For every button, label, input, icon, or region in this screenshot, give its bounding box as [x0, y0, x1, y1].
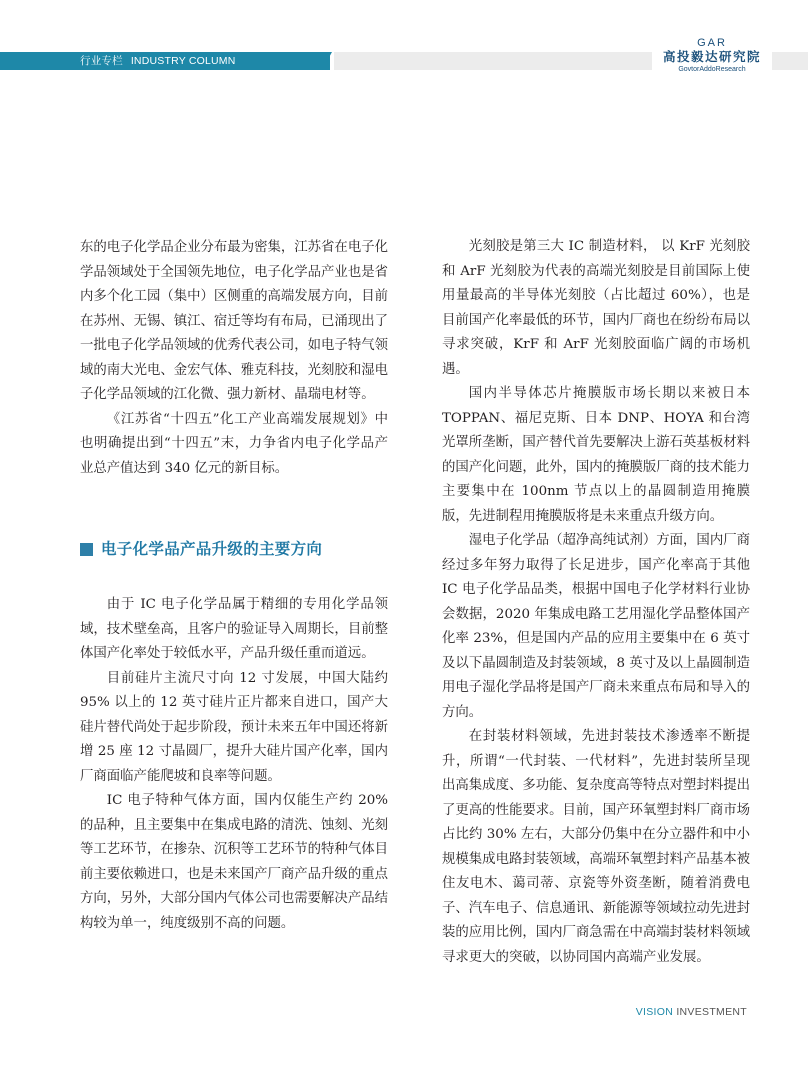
header-bar-slant	[322, 52, 332, 70]
left-paragraph-4: 目前硅片主流尺寸向 12 寸发展，中国大陆约 95% 以上的 12 英寸硅片正片都来自进口，国产大硅片替代尚处于起步阶段，预计未来五年中国还将新增 25 座 12 寸晶圆厂，提升大硅片国产化率，国内厂商面临产能爬坡和良率等问题。	[80, 670, 388, 784]
header-column-cn: 行业专栏	[80, 55, 123, 67]
left-paragraph-3: 由于 IC 电子化学品属于精细的专用化学品领域，技术壁垒高，且客户的验证导入周期长，目前整体国产化率处于较低水平，产品升级任重而道远。	[80, 597, 388, 661]
section-heading	[80, 537, 388, 561]
logo-name-en: GovtorAddoResearch	[678, 66, 746, 73]
footer-label	[636, 1006, 747, 1018]
left-column	[80, 236, 388, 936]
right-paragraph-3: 湿电子化学品（超净高纯试剂）方面，国内厂商经过多年努力取得了长足进步，国产化率高于其他 IC 电子化学品品类，根据中国电子化学材料行业协会数据，2020 年集成电路工艺用湿化学品整体国产化率 23%，但是国内产品的应用主要集中在 6 英寸及以下晶圆制造及封装领域，8 英寸及以上晶圆制造用电子湿化学品将是国产厂商未来重点布局和导入的方向。	[442, 533, 750, 720]
footer-word-investment: INVESTMENT	[676, 1006, 747, 1018]
header-column-en: INDUSTRY COLUMN	[130, 55, 236, 67]
right-paragraph-1: 光刻胶是第三大 IC 制造材料， 以 KrF 光刻胶和 ArF 光刻胶为代表的高端光刻胶是目前国际上使用量最高的半导体光刻胶（占比超过 60%），也是目前国产化率最低的环节，国内厂商也在纷纷布局以寻求突破，KrF 和 ArF 光刻胶面临广阔的市场机遇。	[442, 239, 750, 377]
logo-name-cn: 高投毅达研究院	[662, 50, 761, 64]
right-paragraph-4: 在封装材料领域，先进封装技术渗透率不断提升，所谓“一代封装、一代材料”，先进封装所呈现出高集成度、多功能、复杂度高等特点对塑封料提出了更高的性能要求。目前，国产环氧塑封料厂商市场占比约 30% 左右，大部分仍集中在分立器件和中小规模集成电路封装领域，高端环氧塑封料产品基本被住友电木、蔼司蒂、京瓷等外资垄断，随着消费电子、汽车电子、信息通讯、新能源等领域拉动先进封装的应用比例，国内厂商急需在中高端封装材料领域寻求更大的突破，以协同国内高端产业发展。	[442, 729, 750, 965]
right-paragraph-2: 国内半导体芯片掩膜版市场长期以来被日本 TOPPAN、福尼克斯、日本 DNP、HOYA 和台湾光罩所垄断，国产替代首先要解决上游石英基板材料的国产化问题，此外，国内的掩膜版厂商的技术能力主要集中在 100nm 节点以上的晶圆制造用掩膜版，先进制程用掩膜版将是未来重点升级方向。	[442, 386, 750, 524]
section-title: 电子化学品产品升级的主要方向	[101, 539, 323, 558]
footer-word-vision: VISION	[635, 1006, 674, 1018]
gar-logo	[652, 37, 772, 77]
right-column	[442, 235, 750, 970]
section-square-icon	[80, 543, 93, 556]
logo-top-text: GAR	[697, 37, 727, 49]
left-paragraph-2: 《江苏省“十四五”化工产业高端发展规划》中也明确提出到“十四五”末，力争省内电子化学品产业总产值达到 340 亿元的新目标。	[80, 411, 388, 476]
header-column-label	[80, 53, 236, 69]
left-paragraph-5: IC 电子特种气体方面，国内仅能生产约 20% 的品种，且主要集中在集成电路的清洗、蚀刻、光刻等工艺环节，在掺杂、沉积等工艺环节的特种气体目前主要依赖进口，也是未来国产厂商产品升级的重点方向，另外，大部分国内气体公司也需要解决产品结构较为单一，纯度级别不高的问题。	[80, 793, 388, 931]
left-paragraph-1: 东的电子化学品企业分布最为密集，江苏省在电子化学品领域处于全国领先地位，电子化学品产业也是省内多个化工园（集中）区侧重的高端发展方向，目前在苏州、无锡、镇江、宿迁等均有布局，已涌现出了一批电子化学品领域的优秀代表公司，如电子特气领域的南大光电、金宏气体、雅克科技，光刻胶和湿电子化学品领域的江化微、强力新材、晶瑞电材等。	[80, 240, 388, 402]
